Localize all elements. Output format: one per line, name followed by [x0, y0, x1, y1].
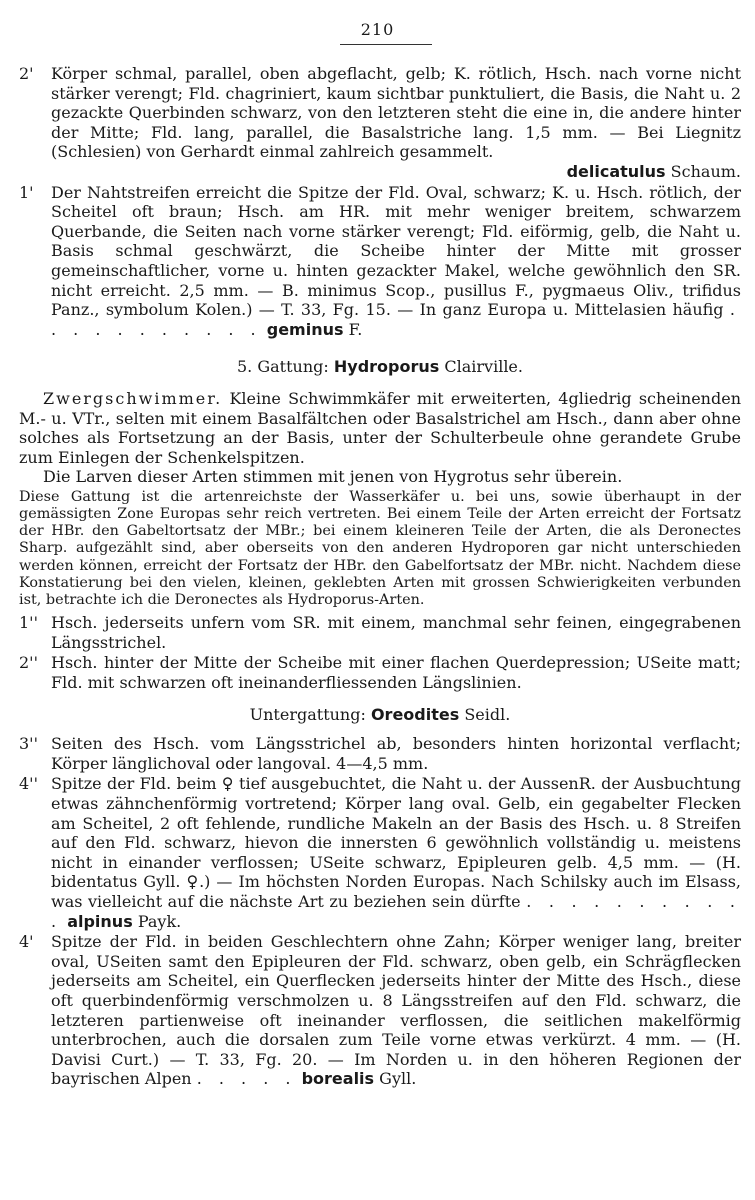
genus-prefix: 5. Gattung: — [237, 357, 329, 377]
leader-dots: . . . . . — [196, 1069, 297, 1089]
entry-text: Spitze der Fld. in beiden Geschlechtern ohne Zahn; Körper weniger lang, breiter oval, USeiten samt den Epipleuren der Fld. schwarz, oben gelb, ein Schrägflecken jederseits am Scheitel, ein Querflecken jederseits hinter der Mitte des Hsch., diese oft querbindenförmig verschmolzen u. 8 Längsstreifen auf den Fld. schwarz, die letzteren partienweise oft ineinander verflossen, die seitlichen makelförmig unterbrochen, auch die dorsalen zum Teile vorne etwas verkürzt. 4 mm. — (H. Davisi Curt.) — T. 33, Fg. 20. — Im Norden u. in den höheren Regionen der bayrischen Alpen — [51, 932, 741, 1089]
entry-text: Hsch. hinter der Mitte der Scheibe mit einer flachen Querdepression; USeite matt; Fld. mit schwarzen oft ineinanderfliessenden Längslinien. — [51, 653, 741, 693]
entry-text: Der Nahtstreifen erreicht die Spitze der Fld. Oval, schwarz; K. u. Hsch. rötlich, der Scheitel oft braun; Hsch. am HR. mit mehr weniger breitem, schwarzem Querbande, die Seiten nach vorne stärker verengt; Fld. eiförmig, gelb, die Naht u. Basis schmal geschwärzt, die Scheibe hinter der Mitte mit grosser gemeinschaftlicher, vorne u. hinten gezackter Makel, welche gewöhnlich den SR. nicht erreicht. 2,5 mm. — B. minimus Scop., pusillus F., pygmaeus Oliv., trifidus Panz., symbolum Kolen.) — T. 33, Fg. 15. — In ganz Europa u. Mittelasien häufig — [51, 182, 741, 320]
subgenus-author: Seidl. — [464, 704, 511, 724]
entry-number: 1'' — [19, 613, 38, 633]
page-number: 210 — [360, 20, 395, 39]
entry-number: 2' — [19, 64, 34, 83]
entry-text: Spitze der Fld. beim ♀ tief ausgebuchtet, die Naht u. der AussenR. der Ausbuchtung etwas zähnchenförmig vortretend; Körper lang oval. Gelb, ein gegabelter Flecken am Scheitel, 2 oft fehlende, rundliche Makeln an der Basis des Hsch. u. 8 Streifen auf den Fld. schwarz, hievon die innersten 6 gewöhnlich vollständig u. meistens nicht in einander verflossen; USeite schwarz, Epipleuren gelb. 4,5 mm. — (H. bidentatus Gyll. ♀.) — Im höchsten Norden Europas. Nach Schilsky auch im Elsass, was vielleicht auf die nächste Art zu beziehen sein dürfte — [51, 774, 741, 912]
subgenus-heading — [19, 705, 741, 725]
entry-text: Körper schmal, parallel, oben abgeflacht, gelb; K. rötlich, Hsch. nach vorne nicht stärker verengt; Fld. chagriniert, kaum sichtbar punktuliert, die Basis, die Naht u. 2 gezackte Querbinden schwarz, von den letzteren steht die eine in, die andere hinter der Mitte; Fld. lang, parallel, die Basalstriche lang. 1,5 mm. — Bei Liegnitz (Schlesien) von Gerhardt einmal zahlreich gesammelt. — [51, 64, 741, 162]
entry-number: 4' — [19, 932, 34, 952]
page-body — [19, 64, 741, 1089]
entry-number: 4'' — [19, 774, 38, 794]
common-name: Zwergschwimmer. — [43, 388, 223, 408]
species-author: Gyll. — [379, 1069, 417, 1089]
entry-text: Seiten des Hsch. vom Längsstrichel ab, besonders hinten horizontal verflacht; Körper länglichoval oder langoval. 4—4,5 mm. — [51, 734, 741, 773]
page-number-rule — [340, 44, 432, 45]
species-line — [51, 162, 741, 182]
genus-note: Diese Gattung ist die artenreichste der Wasserkäfer u. bei uns, sowie überhaupt in der gemässigten Zone Europas sehr reich vertreten. Bei einem Teile der Arten erreicht der Fortsatz der HBr. den Gabeltortsatz der MBr.; bei einem kleineren Teile der Arten, die als Deronectes Sharp. aufgezählt sind, aber oberseits von den anderen Hydroporen gar nicht unterschieden werden können, erreicht der Fortsatz der HBr. den Gabelfortsatz der MBr. nicht. Nachdem diese Konstatierung bei den vielen, kleinen, geklebten Arten mit grossen Schwierigkeiten verbunden ist, betrachte ich die Deronectes als Hydroporus-Arten. — [19, 488, 741, 609]
description-text: Kleine Schwimmkäfer mit erweiterten, 4gliedrig scheinenden M.- u. VTr., selten mit einem Basalfältchen oder Basalstrichel am Hsch., dann aber ohne solches als Fortsetzung an der Basis, unter der Schulterbeule ohne gerandete Grube zum Einlegen der Schenkelspitzen. — [19, 388, 741, 467]
key-entry-2prime — [19, 64, 741, 182]
key-entry-4prime — [19, 932, 741, 1089]
entry-text: Hsch. jederseits unfern vom SR. mit einem, manchmal sehr feinen, eingegrabenen Längsstrichel. — [51, 613, 741, 652]
genus-description — [19, 389, 741, 467]
entry-number: 1' — [19, 182, 34, 202]
genus-name: Hydroporus — [333, 357, 440, 377]
leader-dots: . . . . . . . . . . . — [51, 892, 742, 931]
key-entry-2dprime — [19, 653, 741, 692]
subgenus-name: Oreodites — [370, 704, 460, 724]
species-author: Payk. — [137, 911, 182, 931]
species-name: alpinus — [67, 911, 133, 931]
species-name: geminus — [266, 319, 344, 339]
key-entry-4dprime — [19, 774, 741, 931]
leader-dots: . . . . . . . . . . . — [51, 300, 741, 339]
subgenus-prefix: Untergattung: — [249, 704, 366, 724]
key-entry-3dprime — [19, 734, 741, 773]
entry-number: 2'' — [19, 653, 38, 673]
larvae-note: Die Larven dieser Arten stimmen mit jenen von Hygrotus sehr überein. — [43, 467, 623, 487]
species-author: Schaum. — [670, 161, 741, 181]
entry-number: 3'' — [19, 734, 38, 754]
species-name: delicatulus — [566, 161, 666, 181]
genus-heading — [19, 357, 741, 377]
species-name: borealis — [301, 1069, 375, 1089]
key-entry-1prime — [19, 183, 741, 340]
species-author: F. — [348, 319, 363, 339]
key-entry-1dprime — [19, 613, 741, 652]
genus-author: Clairville. — [444, 357, 523, 377]
